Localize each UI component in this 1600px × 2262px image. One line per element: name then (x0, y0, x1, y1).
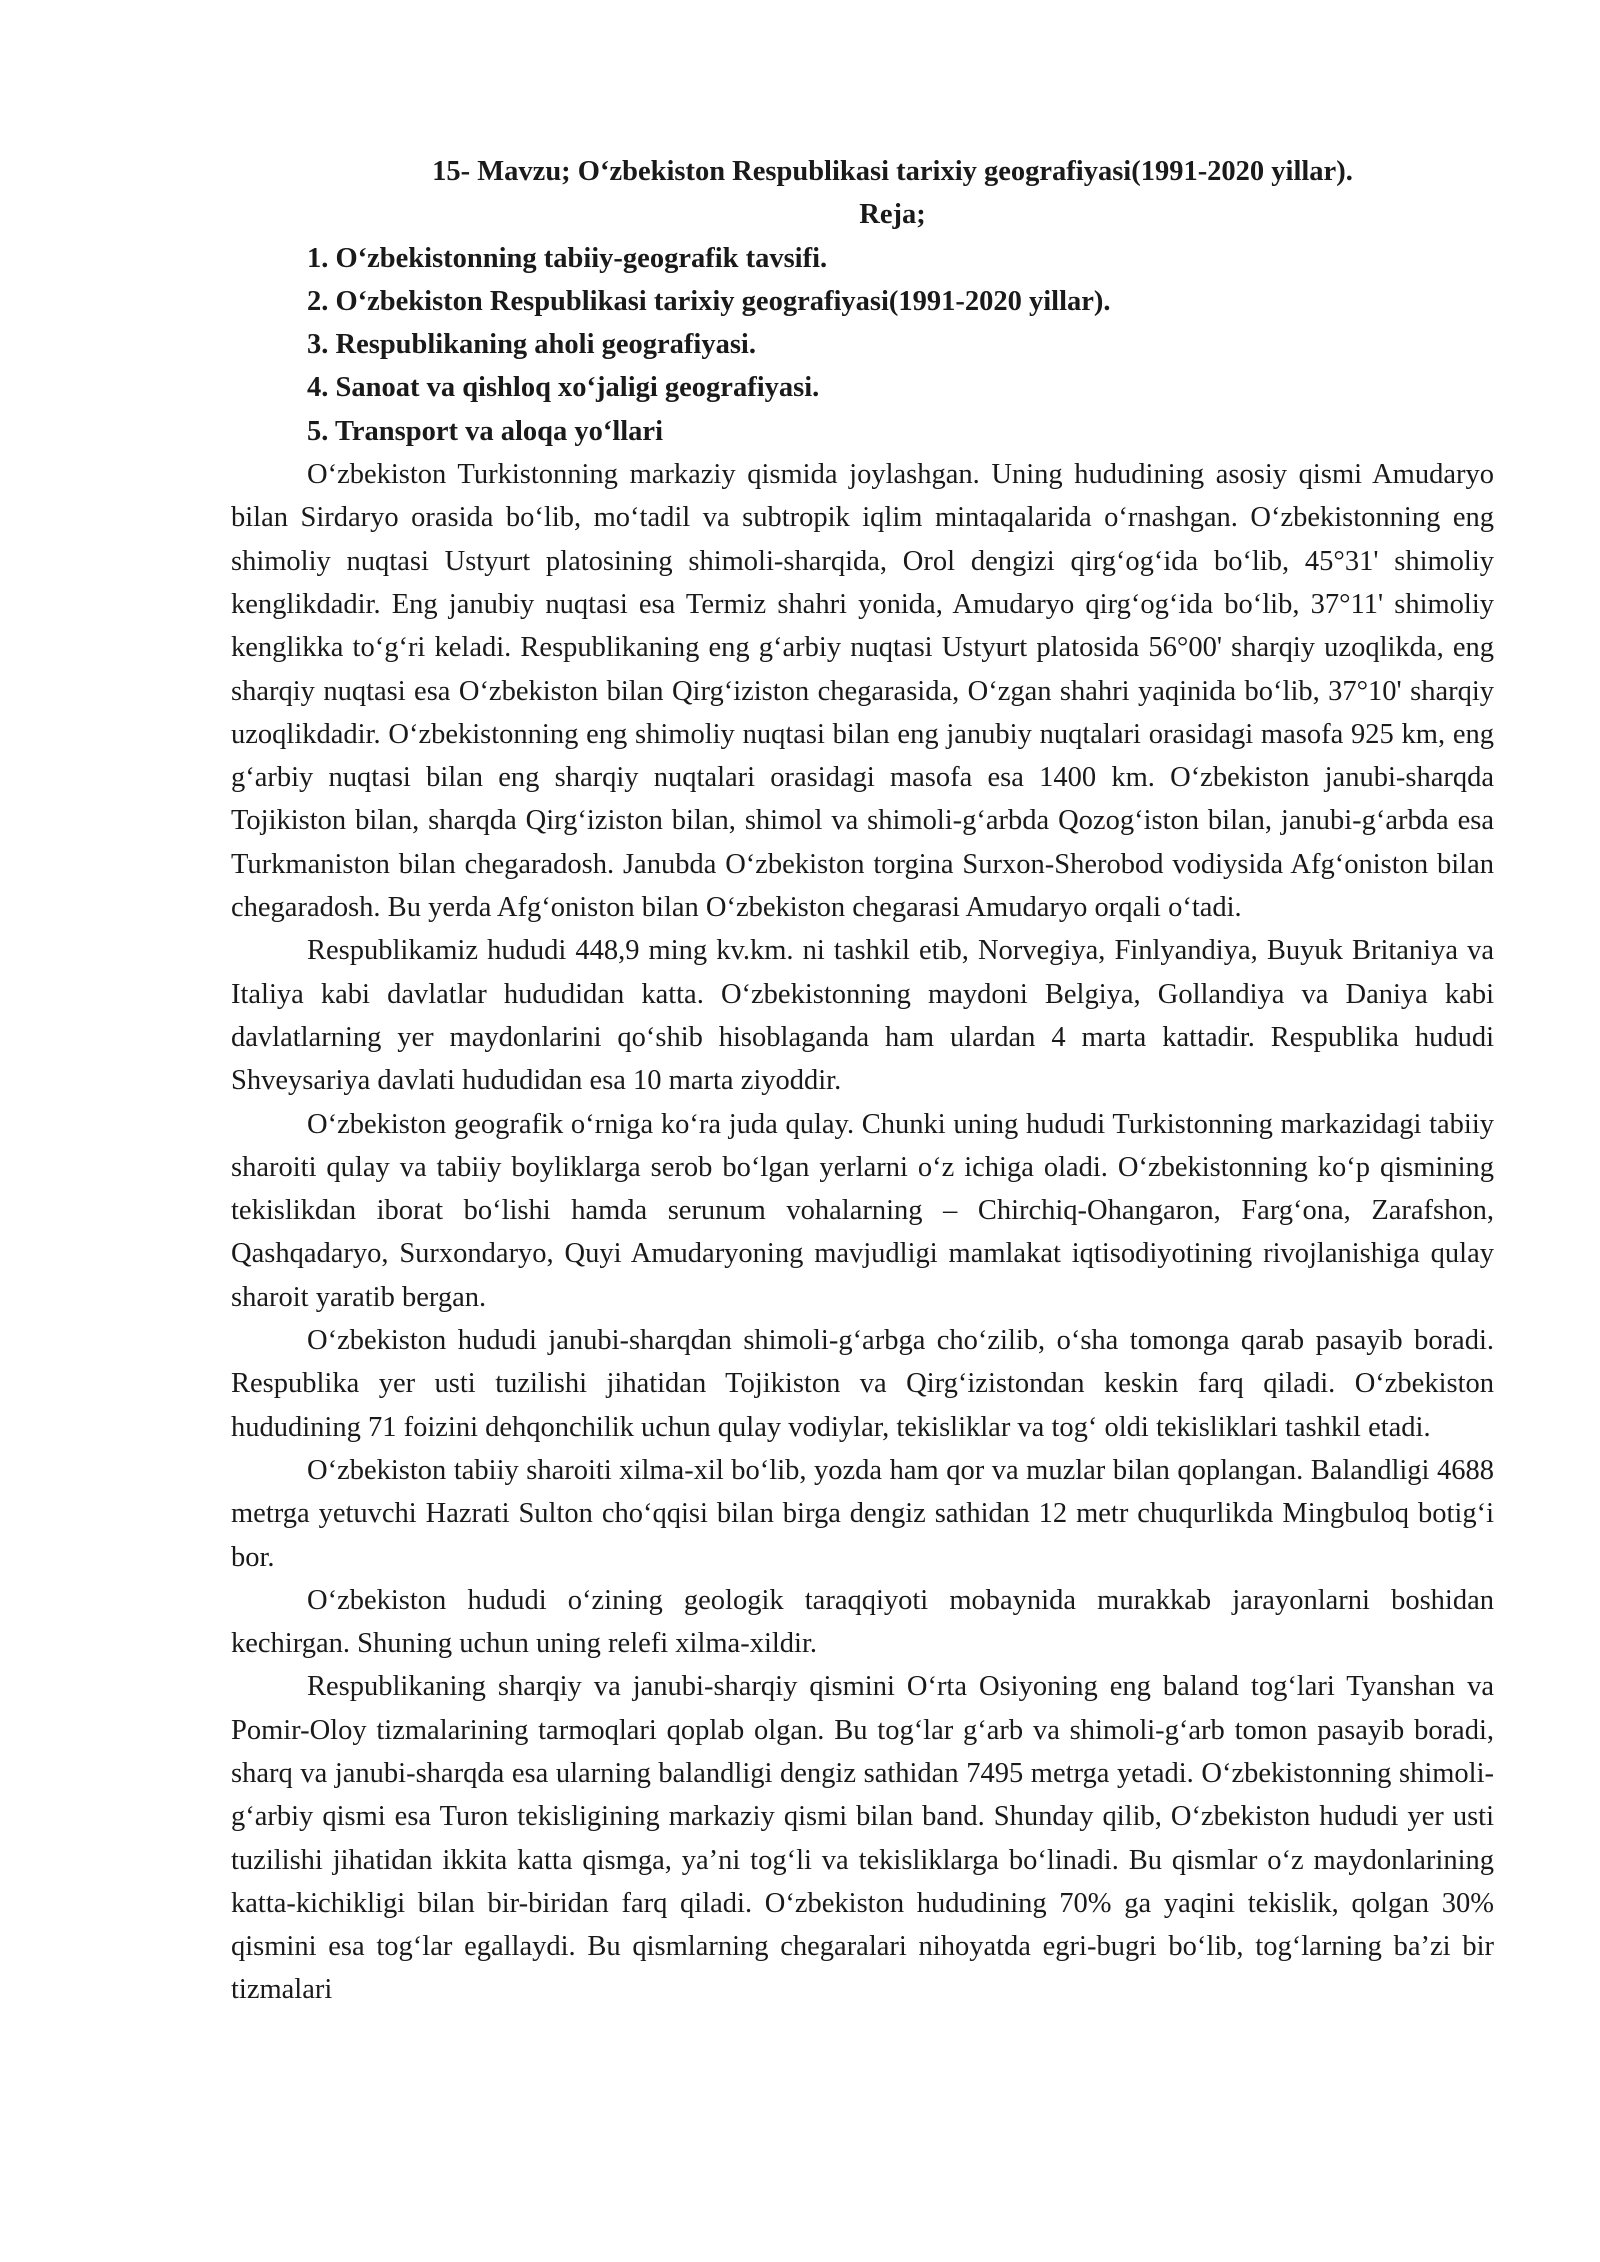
paragraph-area: Respublikamiz hududi 448,9 ming kv.km. ni tashkil etib, Norvegiya, Finlyandiya, Buyuk Britaniya va Italiya kabi davlatlar hududidan katta. O‘zbekistonning maydoni Belgiya, Gollandiya va Daniya kabi davlatlarning yer maydonlarini qo‘shib hisoblaganda ham ulardan 4 marta kattadir. Respublika hududi Shveysariya davlati hududidan esa 10 marta ziyoddir. (231, 935, 1494, 1097)
plan-heading: Reja; (859, 199, 926, 231)
document-title: 15- Mavzu; O‘zbekiston Respublikasi tarixiy geografiyasi(1991-2020 yillar). (432, 156, 1353, 187)
plan-item: 2. O‘zbekiston Respublikasi tarixiy geografiyasi(1991-2020 yillar). (307, 285, 1111, 317)
plan-item: 4. Sanoat va qishloq xo‘jaligi geografiyasi. (307, 372, 820, 404)
paragraph-geographic-position: O‘zbekiston geografik o‘rniga ko‘ra juda qulay. Chunki uning hududi Turkistonning markazidagi tabiiy sharoiti qulay va tabiiy boyliklarga serob bo‘lgan yerlarni o‘z ichiga oladi. O‘zbekistonning ko‘p qismining tekislikdan iborat bo‘lishi hamda serunum vohalarning – Chirchiq-Ohangaron, Farg‘ona, Zarafshon, Qashqadaryo, Surxondaryo, Quyi Amudaryoning mavjudligi mamlakat iqtisodiyotining rivojlanishiga qulay sharoit yaratib bergan. (231, 1108, 1494, 1313)
paragraph-mountains: Respublikaning sharqiy va janubi-sharqiy qismini O‘rta Osiyoning eng baland tog‘lari Tyanshan va Pomir-Oloy tizmalarining tarmoqlari qoplab olgan. Bu tog‘lar g‘arb va shimoli-g‘arb tomon pasayib boradi, sharq va janubi-sharqda esa ularning balandligi dengiz sathidan 7495 metrga yetadi. O‘zbekistonning shimoli-g‘arbiy qismi esa Turon tekisligining markaziy qismi bilan band. Shunday qilib, O‘zbekiston hududi yer usti tuzilishi jihatidan ikkita katta qismga, ya’ni tog‘li va tekisliklarga bo‘linadi. Bu qismlar o‘z maydonlarining katta-kichikligi bilan bir-biridan farq qiladi. O‘zbekiston hududining 70% ga yaqini tekislik, qolgan 30% qismini esa tog‘lar egallaydi. Bu qismlarning chegaralari nihoyatda egri-bugri bo‘lib, tog‘larning ba’zi bir tizmalari (231, 1671, 1494, 2006)
plan-item: 1. O‘zbekistonning tabiiy-geografik tavsifi. (307, 242, 828, 274)
document-page (231, 150, 1494, 2012)
paragraph-location: O‘zbekiston Turkistonning markaziy qismida joylashgan. Uning hududining asosiy qismi Amudaryo bilan Sirdaryo orasida bo‘lib, mo‘tadil va subtropik iqlim mintaqalarida o‘rnashgan. O‘zbekistonning eng shimoliy nuqtasi Ustyurt platosining shimoli-sharqida, Orol dengizi qirg‘og‘ida bo‘lib, 45°31' shimoliy kenglikdadir. Eng janubiy nuqtasi esa Termiz shahri yonida, Amudaryo qirg‘og‘ida bo‘lib, 37°11' shimoliy kenglikka to‘g‘ri keladi. Respublikaning eng g‘arbiy nuqtasi Ustyurt platosida 56°00' sharqiy uzoqlikda, eng sharqiy nuqtasi esa O‘zbekiston bilan Qirg‘iziston chegarasida, O‘zgan shahri yaqinida bo‘lib, 37°10' sharqiy uzoqlikdadir. O‘zbekistonning eng shimoliy nuqtasi bilan eng janubiy nuqtalari orasidagi masofa 925 km, eng g‘arbiy nuqtasi bilan eng sharqiy nuqtalari orasidagi masofa esa 1400 km. O‘zbekiston janubi-sharqda Tojikiston bilan, sharqda Qirg‘iziston bilan, shimol va shimoli-g‘arbda Qozog‘iston bilan, janubi-g‘arbda esa Turkmaniston bilan chegaradosh. Janubda O‘zbekiston torgina Surxon-Sherobod vodiysida Afg‘oniston bilan chegaradosh. Bu yerda Afg‘oniston bilan O‘zbekiston chegarasi Amudaryo orqali o‘tadi. (231, 459, 1494, 924)
plan-list (231, 237, 1494, 453)
paragraph-relief-direction: O‘zbekiston hududi janubi-sharqdan shimoli-g‘arbga cho‘zilib, o‘sha tomonga qarab pasayib boradi. Respublika yer usti tuzilishi jihatidan Tojikiston va Qirg‘izistondan keskin farq qiladi. O‘zbekiston hududining 71 foizini dehqonchilik uchun qulay vodiylar, tekisliklar va tog‘ oldi tekisliklari tashkil etadi. (231, 1325, 1494, 1443)
plan-item: 5. Transport va aloqa yo‘llari (307, 415, 663, 447)
paragraph-natural-conditions: O‘zbekiston tabiiy sharoiti xilma-xil bo‘lib, yozda ham qor va muzlar bilan qoplangan. Balandligi 4688 metrga yetuvchi Hazrati Sulton cho‘qqisi bilan birga dengiz sathidan 12 metr chuqurlikda Mingbuloq botig‘i bor. (231, 1454, 1494, 1573)
paragraph-geologic-history: O‘zbekiston hududi o‘zining geologik taraqqiyoti mobaynida murakkab jarayonlarni boshidan kechirgan. Shuning uchun uning relefi xilma-xildir. (231, 1584, 1494, 1660)
plan-item: 3. Respublikaning aholi geografiyasi. (307, 329, 756, 361)
